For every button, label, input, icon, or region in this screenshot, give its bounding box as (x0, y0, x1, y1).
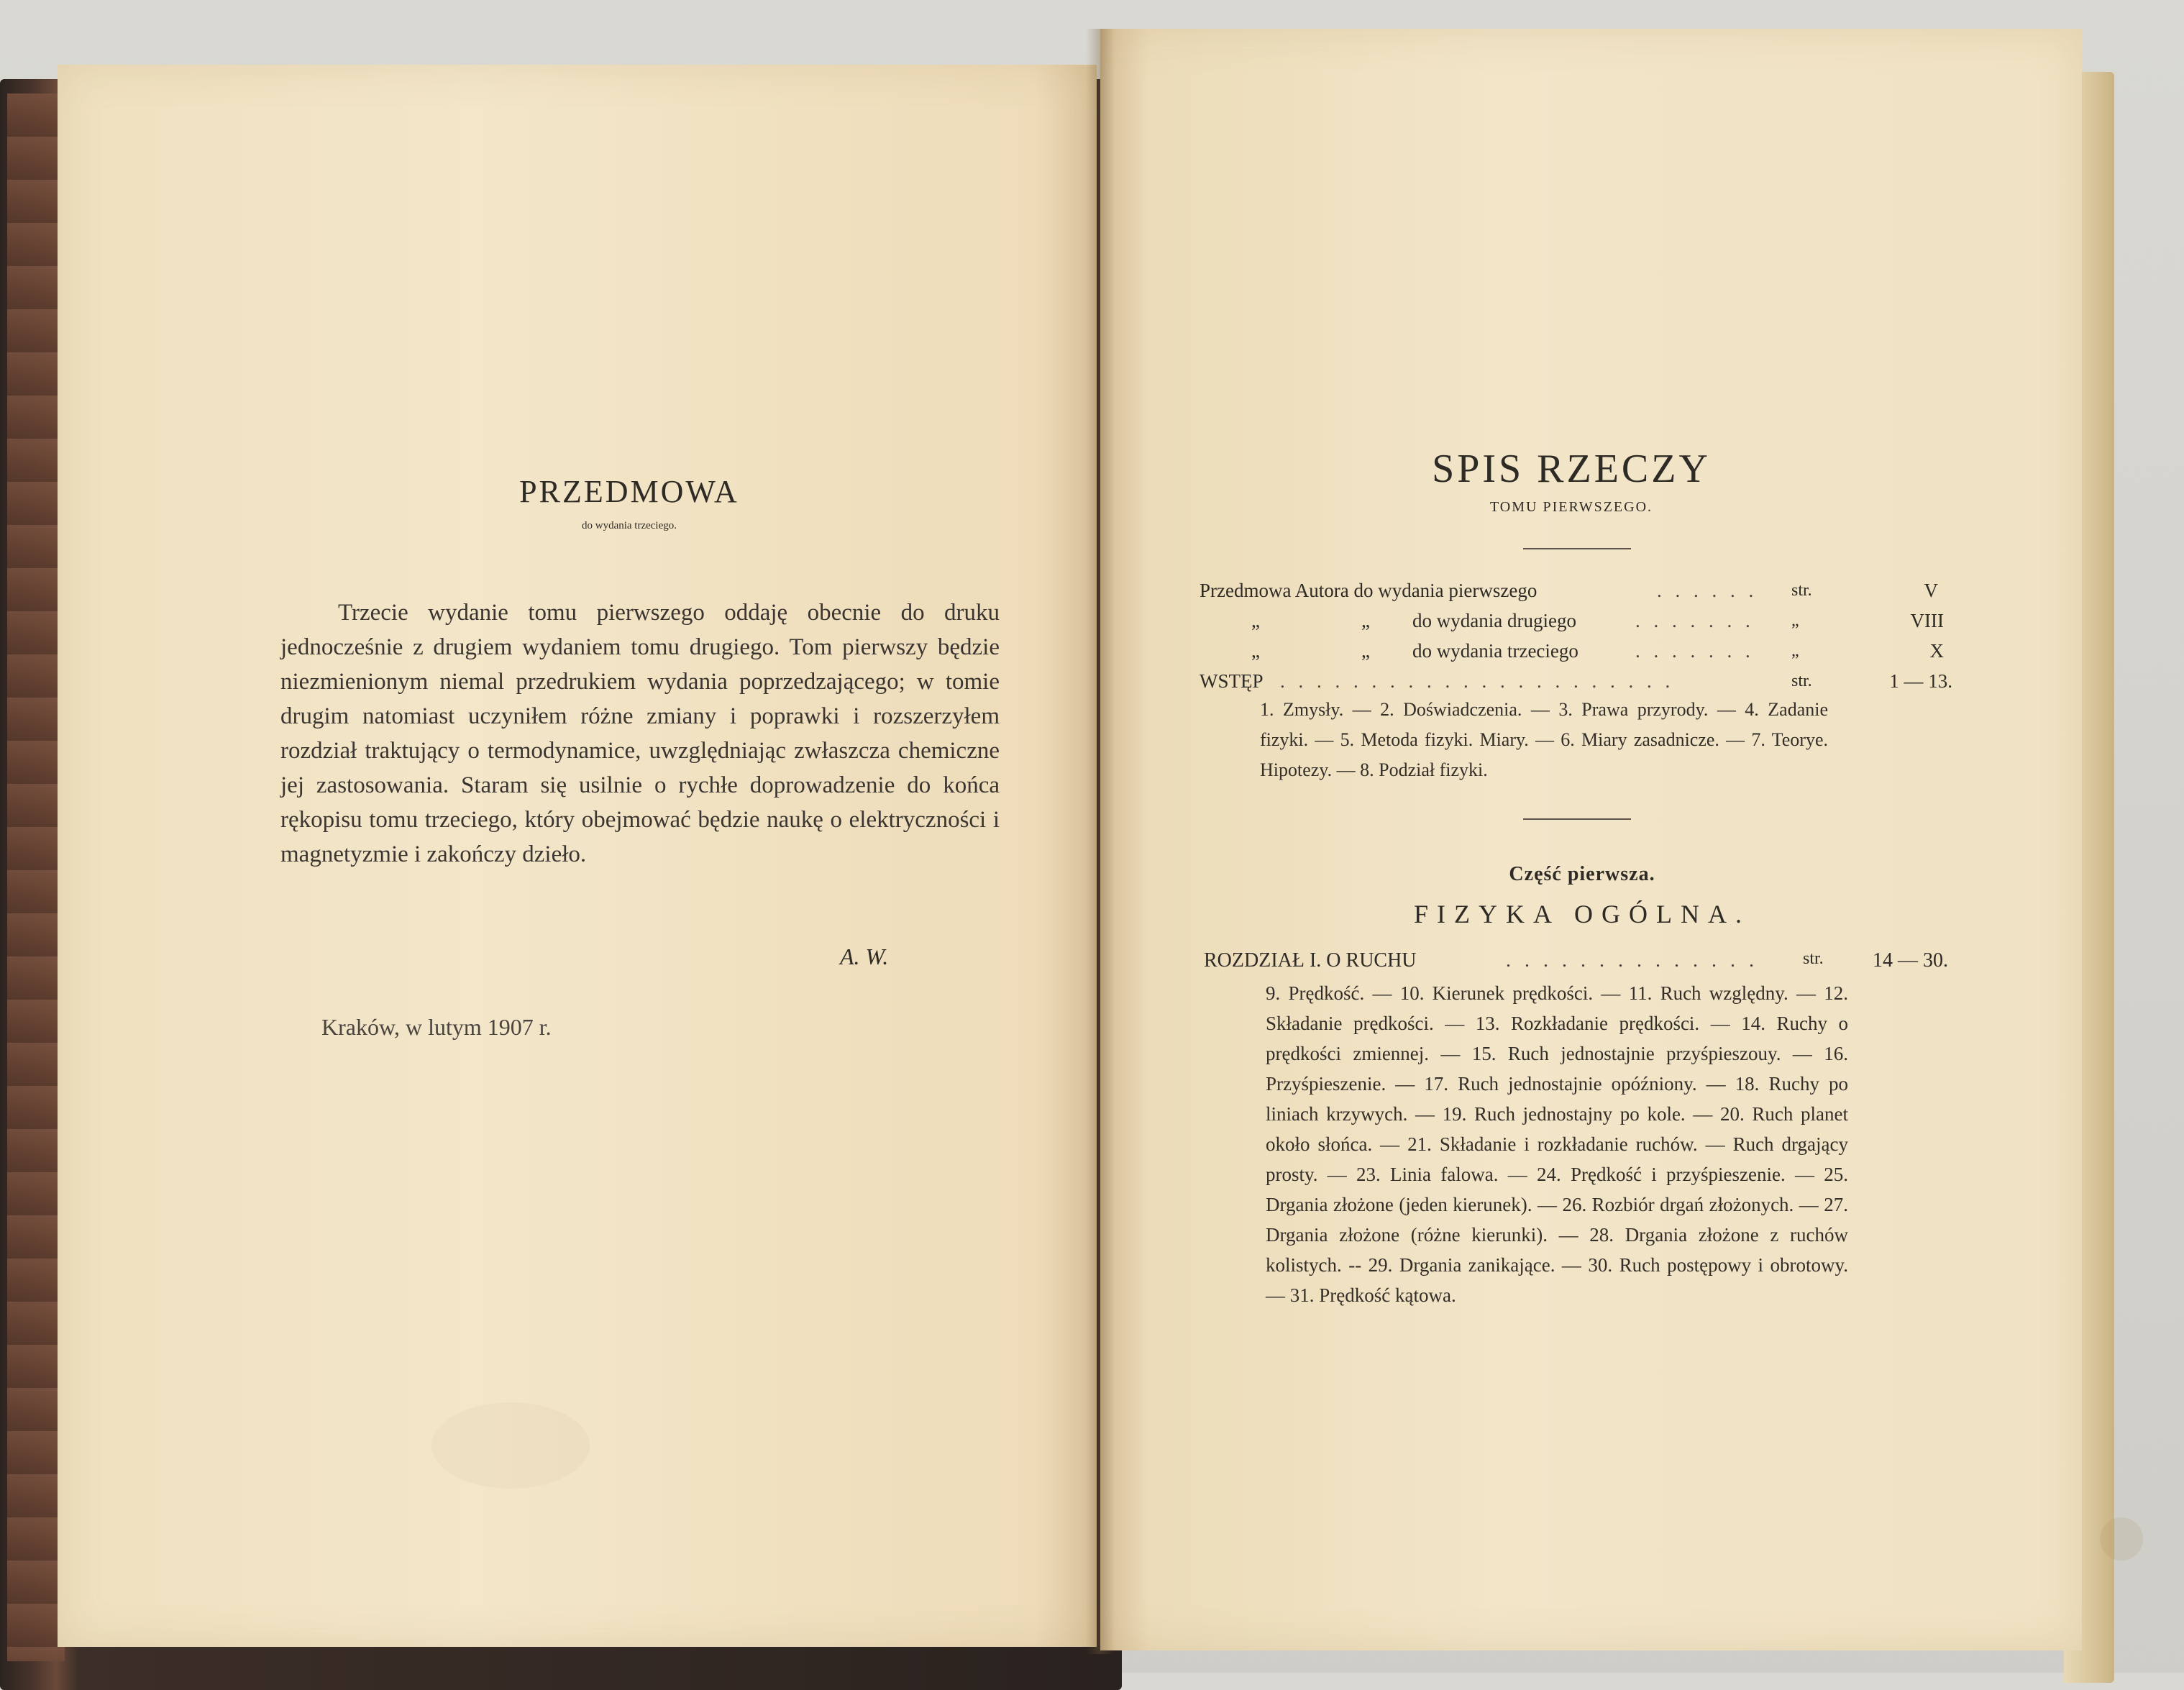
toc-entry-str: str. (1791, 672, 1812, 690)
preface-body (280, 595, 1000, 872)
part-title: FIZYKA OGÓLNA. (1414, 900, 1750, 928)
toc-entry-label: Przedmowa Autora do wydania pierwszego (1200, 580, 1538, 601)
toc-entry-ditto: „ (1361, 610, 1370, 631)
toc-entry-dots: . . . . . . . (1635, 640, 1755, 662)
contents-subtitle: TOMU PIERWSZEGO. (1489, 499, 1653, 515)
preface-heading (503, 473, 755, 532)
toc-entry-str: „ (1791, 611, 1799, 630)
paper-stain (431, 1402, 590, 1489)
preface-subtitle: do wydania trzeciego. (581, 520, 677, 531)
toc-list (1200, 575, 1952, 696)
toc-entry (1200, 636, 1944, 666)
contents-title: SPIS RZECZY (1432, 447, 1711, 491)
chapter-str: str. (1803, 949, 1824, 968)
toc-entry-dots: . . . . . . . . . . . . . . . . . . . . . . (1280, 670, 1675, 692)
toc-entry-label: WSTĘP (1200, 670, 1264, 692)
part-label: Część pierwsza. (1509, 863, 1655, 885)
chapter-contents (1266, 978, 1848, 1310)
toc-entry (1200, 575, 1944, 606)
chapter-dots: . . . . . . . . . . . . . . (1506, 949, 1758, 972)
ornament-divider (1523, 818, 1631, 826)
toc-entry-page: X (1929, 640, 1944, 662)
chapter-contents-text: 9. Prędkość. — 10. Kierunek prędkości. — 11. Ruch względny. — 12. Składanie prędkości. — 13. Rozkładanie prędkości. — 14. Ruchy o prędkości zmiennej. — 15. Ruch jednostajnie przyśpieszouy. — 16. Przyśpieszenie. — 17. Ruch jednostajnie opóźniony. — 18. Ruchy po liniach krzywych. — 19. Ruch jednostajny po kole. — 20. Ruch planet około słońca. — 21. Składanie i rozkładanie ruchów. — Ruch drgający prosty. — 23. Linia falowa. — 24. Prędkość i przyśpieszenie. — 25. Drgania złożone (jeden kierunek). — 26. Rozbiór drgań złożonych. — 27. Drgania złożone (różne kierunki). — 28. Drgania złożone z ruchów kolistych. -- 29. Drgania zanikające. — 30. Ruch postępowy i obrotowy. — 31. Prędkość kątowa. (1266, 982, 1848, 1306)
chapter-page: 14 — 30. (1873, 949, 1948, 972)
cover-spine-edge (7, 93, 65, 1661)
part-heading (1409, 863, 1755, 929)
toc-entry-ditto: „ (1251, 610, 1260, 631)
toc-entry-page: 1 — 13. (1889, 670, 1952, 692)
chapter-label: ROZDZIAŁ I. O RUCHU (1204, 949, 1417, 972)
toc-entry (1200, 666, 1952, 696)
ornament-divider (1523, 548, 1631, 555)
toc-entry-str: „ (1791, 641, 1799, 660)
toc-entry-page: V (1924, 580, 1938, 601)
toc-entry-dots: . . . . . . (1657, 580, 1758, 601)
toc-entry-label: do wydania drugiego (1412, 610, 1576, 631)
intro-contents: 1. Zmysły. — 2. Doświadczenia. — 3. Prawa przyrody. — 4. Zadanie fizyki. — 5. Metoda fizyki. Miary. — 6. Miary zasadnicze. — 7. Teorye. Hipotezy. — 8. Podział fizyki. (1260, 699, 1828, 780)
paper-stain (2100, 1517, 2143, 1561)
preface-place-date: Kraków, w lutym 1907 r. (321, 1014, 552, 1040)
toc-entry-dots: . . . . . . . (1635, 610, 1755, 631)
contents-heading (1402, 446, 1740, 516)
toc-entry-ditto: „ (1361, 640, 1370, 662)
preface-paragraph: Trzecie wydanie tomu pierwszego oddaję obecnie do druku jednocześnie z drugiem wydaniem tomu drugiego. Tom pierwszy będzie niezmienionym niemal przedrukiem wydania poprzedzającego; w tomie drugim natomiast uczyniłem różne zmiany i poprawki i rozszerzyłem rozdział traktujący o termodynamice, uwzględniając zwłaszcza chemiczne jej zastosowania. Staram się usilnie o rychłe doprowadzenie do końca rękopisu tomu trzeciego, który obejmować będzie naukę o elektryczności i magnetyzmie i zakończy dzieło. (280, 600, 1000, 867)
preface-title: PRZEDMOWA (519, 474, 739, 509)
toc-entry-page: VIII (1910, 610, 1944, 631)
preface-signature: A. W. (840, 944, 889, 969)
right-page (1100, 29, 2082, 1650)
toc-entry-str: str. (1791, 581, 1812, 600)
chapter-entry (1204, 949, 1948, 981)
toc-entry-label: do wydania trzeciego (1412, 640, 1578, 662)
toc-entry (1200, 606, 1944, 636)
toc-entry-ditto: „ (1251, 640, 1260, 662)
book-gutter (1086, 29, 1115, 1654)
